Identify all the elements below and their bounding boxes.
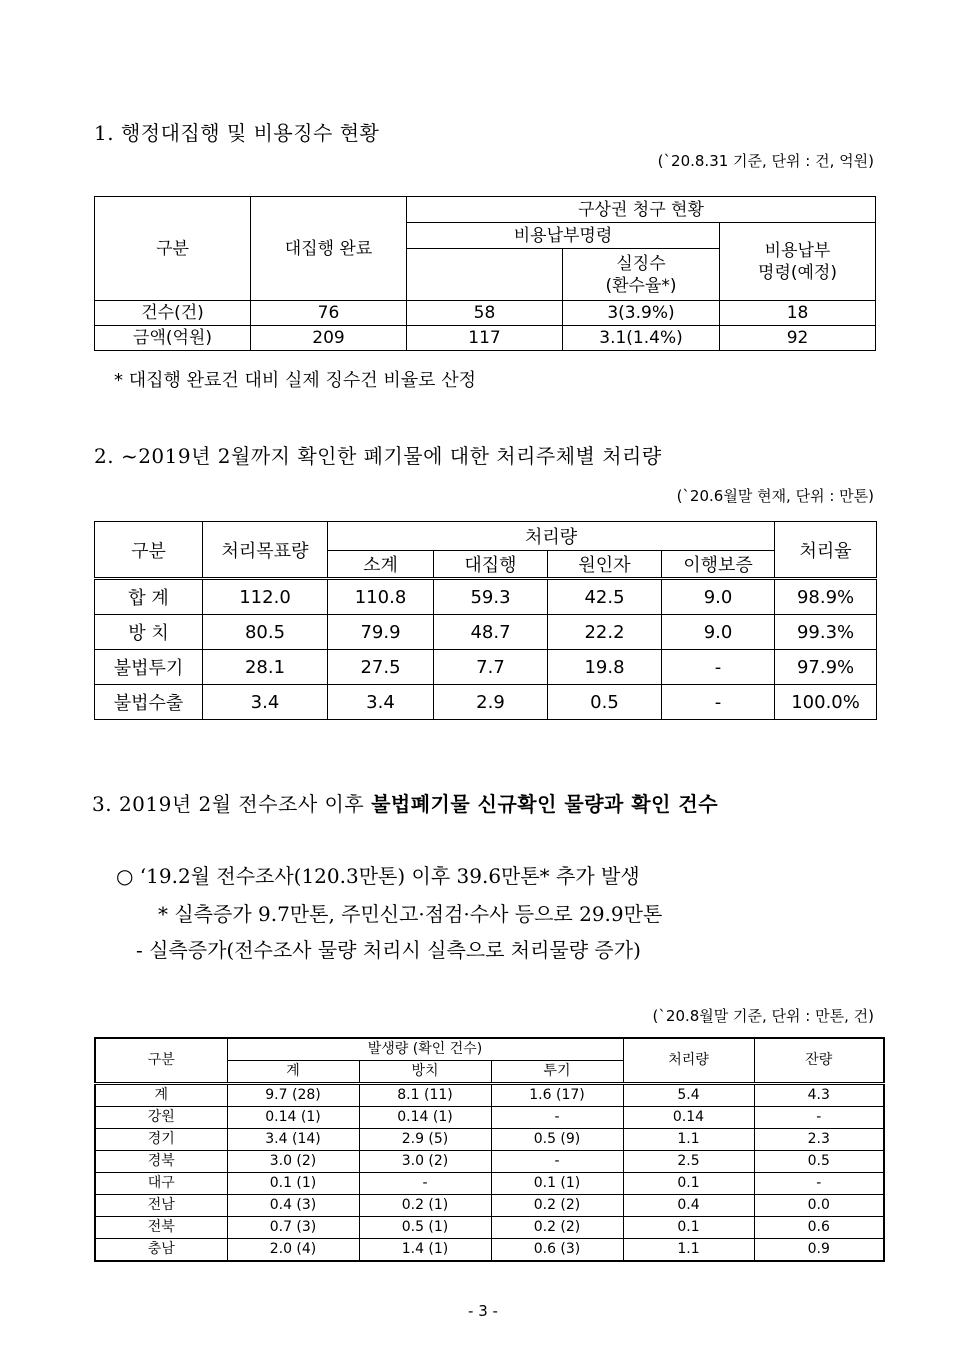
row-label: 충남 [95,1239,227,1262]
header-category: 구분 [95,1038,227,1084]
cell: - [359,1173,491,1195]
processing-table [94,521,877,720]
section3-bullet: ○ ‘19.2월 전수조사(120.3만톤) 이후 39.6만톤* 추가 발생 [116,864,640,888]
section3-sub1: * 실측증가 9.7만톤, 주민신고·점검·수사 등으로 29.9만톤 [158,902,663,926]
cell: 0.2 (1) [359,1195,491,1217]
header-gov: 대집행 [434,551,548,579]
cell: 112.0 [203,579,328,615]
table-row [95,1107,884,1129]
cell: 9.0 [662,579,775,615]
cell: 2.9 (5) [359,1129,491,1151]
cell: - [491,1151,623,1173]
cell: 42.5 [548,579,662,615]
row-label: 계 [95,1084,227,1107]
new-waste-table [94,1037,885,1262]
cell: 0.1 (1) [491,1173,623,1195]
cell: 3.4 [328,685,434,720]
table-row [95,1151,884,1173]
header-planned [720,223,876,301]
table-row [95,615,877,650]
cell: 19.8 [548,650,662,685]
cell: 48.7 [434,615,548,650]
row-label: 대구 [95,1173,227,1195]
section2-unit: (`20.6월말 현재, 단위 : 만톤) [676,487,874,505]
cell: - [662,685,775,720]
cell: 0.2 (2) [491,1195,623,1217]
cell: 1.4 (1) [359,1239,491,1262]
table-row [95,650,877,685]
cell: - [754,1173,884,1195]
cell: 0.1 [623,1217,754,1239]
section3-heading-part2: 불법폐기물 신규확인 물량과 확인 건수 [371,792,719,816]
cell: 1.1 [623,1239,754,1262]
page-number: - 3 - [468,1302,498,1320]
cell: 110.8 [328,579,434,615]
cell: 1.6 (17) [491,1084,623,1107]
header-collected [563,249,720,301]
cell: 99.3% [775,615,877,650]
cell: 76 [251,301,407,326]
cell: 92 [720,326,876,351]
header-generated-group: 발생량 (확인 건수) [227,1038,623,1061]
row-label: 금액(억원) [95,326,251,351]
header-cause: 원인자 [548,551,662,579]
cell: 0.0 [754,1195,884,1217]
header-processed-group: 처리량 [328,522,775,551]
cell: 2.0 (4) [227,1239,359,1262]
cell: 27.5 [328,650,434,685]
cell: 3.1(1.4%) [563,326,720,351]
cell: 2.5 [623,1151,754,1173]
cell: - [491,1107,623,1129]
cell: 0.14 [623,1107,754,1129]
cell: 0.6 (3) [491,1239,623,1262]
table-row [95,1217,884,1239]
cell: 98.9% [775,579,877,615]
table-row [95,685,877,720]
header-collected-line2: (환수율*) [605,275,677,296]
header-remaining: 잔량 [754,1038,884,1084]
cell: 209 [251,326,407,351]
row-label: 합 계 [95,579,203,615]
table-row [95,1173,884,1195]
cell: 0.9 [754,1239,884,1262]
header-done: 대집행 완료 [251,197,407,301]
cell: 0.4 (3) [227,1195,359,1217]
section3-heading-part1: 3. 2019년 2월 전수조사 이후 [92,792,372,816]
cell: 0.4 [623,1195,754,1217]
cell: 0.14 (1) [227,1107,359,1129]
cell: 3(3.9%) [563,301,720,326]
row-label: 경북 [95,1151,227,1173]
cell: 1.1 [623,1129,754,1151]
section1-heading: 1. 행정대집행 및 비용징수 현황 [94,121,380,145]
cell: 0.1 [623,1173,754,1195]
cell: - [662,650,775,685]
cell: 59.3 [434,579,548,615]
cell: 28.1 [203,650,328,685]
header-target: 처리목표량 [203,522,328,579]
cell: 117 [407,326,563,351]
header-collected-line1: 실징수 [616,253,666,274]
cell: 3.0 (2) [227,1151,359,1173]
cell: 0.5 [548,685,662,720]
row-label: 불법수출 [95,685,203,720]
cell: 100.0% [775,685,877,720]
cell: 0.5 [754,1151,884,1173]
header-order-group: 비용납부명령 [407,223,720,249]
header-claim-group: 구상권 청구 현황 [407,197,876,223]
cell: 0.6 [754,1217,884,1239]
cell: - [754,1107,884,1129]
table-row [95,301,876,326]
cell: 22.2 [548,615,662,650]
section3-heading [92,788,718,817]
cell: 5.4 [623,1084,754,1107]
table-row [95,1129,884,1151]
row-label: 전북 [95,1217,227,1239]
cell: 2.3 [754,1129,884,1151]
cell: 3.4 (14) [227,1129,359,1151]
section3-unit: (`20.8월말 기준, 단위 : 만톤, 건) [652,1007,874,1025]
header-total: 계 [227,1061,359,1084]
cell: 0.5 (9) [491,1129,623,1151]
header-dump: 투기 [491,1061,623,1084]
row-label: 방 치 [95,615,203,650]
cell: 8.1 (11) [359,1084,491,1107]
header-rate: 처리율 [775,522,877,579]
header-category: 구분 [95,197,251,301]
enforcement-table [94,196,876,351]
table-row [95,1084,884,1107]
header-processed: 처리량 [623,1038,754,1084]
header-order-blank [407,249,563,301]
header-neglect: 방치 [359,1061,491,1084]
row-label: 불법투기 [95,650,203,685]
cell: 0.2 (2) [491,1217,623,1239]
cell: 4.3 [754,1084,884,1107]
header-planned-line1: 비용납부 [764,240,831,261]
header-subtotal: 소계 [328,551,434,579]
cell: 79.9 [328,615,434,650]
header-guarantee: 이행보증 [662,551,775,579]
cell: 9.0 [662,615,775,650]
cell: 9.7 (28) [227,1084,359,1107]
section2-heading: 2. ~2019년 2월까지 확인한 폐기물에 대한 처리주체별 처리량 [94,444,662,468]
cell: 58 [407,301,563,326]
section1-footnote: * 대집행 완료건 대비 실제 징수건 비율로 산정 [114,370,477,391]
cell: 2.9 [434,685,548,720]
header-category: 구분 [95,522,203,579]
row-label: 전남 [95,1195,227,1217]
cell: 18 [720,301,876,326]
cell: 0.14 (1) [359,1107,491,1129]
table-row [95,1239,884,1262]
cell: 3.0 (2) [359,1151,491,1173]
header-planned-line2: 명령(예정) [758,262,837,283]
cell: 7.7 [434,650,548,685]
cell: 97.9% [775,650,877,685]
table-row [95,1195,884,1217]
cell: 0.1 (1) [227,1173,359,1195]
table-row [95,579,877,615]
table-row [95,326,876,351]
cell: 80.5 [203,615,328,650]
row-label: 강원 [95,1107,227,1129]
row-label: 경기 [95,1129,227,1151]
section1-unit: (`20.8.31 기준, 단위 : 건, 억원) [657,152,874,170]
cell: 3.4 [203,685,328,720]
cell: 0.7 (3) [227,1217,359,1239]
row-label: 건수(건) [95,301,251,326]
section3-sub2: - 실측증가(전수조사 물량 처리시 실측으로 처리물량 증가) [136,938,641,962]
cell: 0.5 (1) [359,1217,491,1239]
